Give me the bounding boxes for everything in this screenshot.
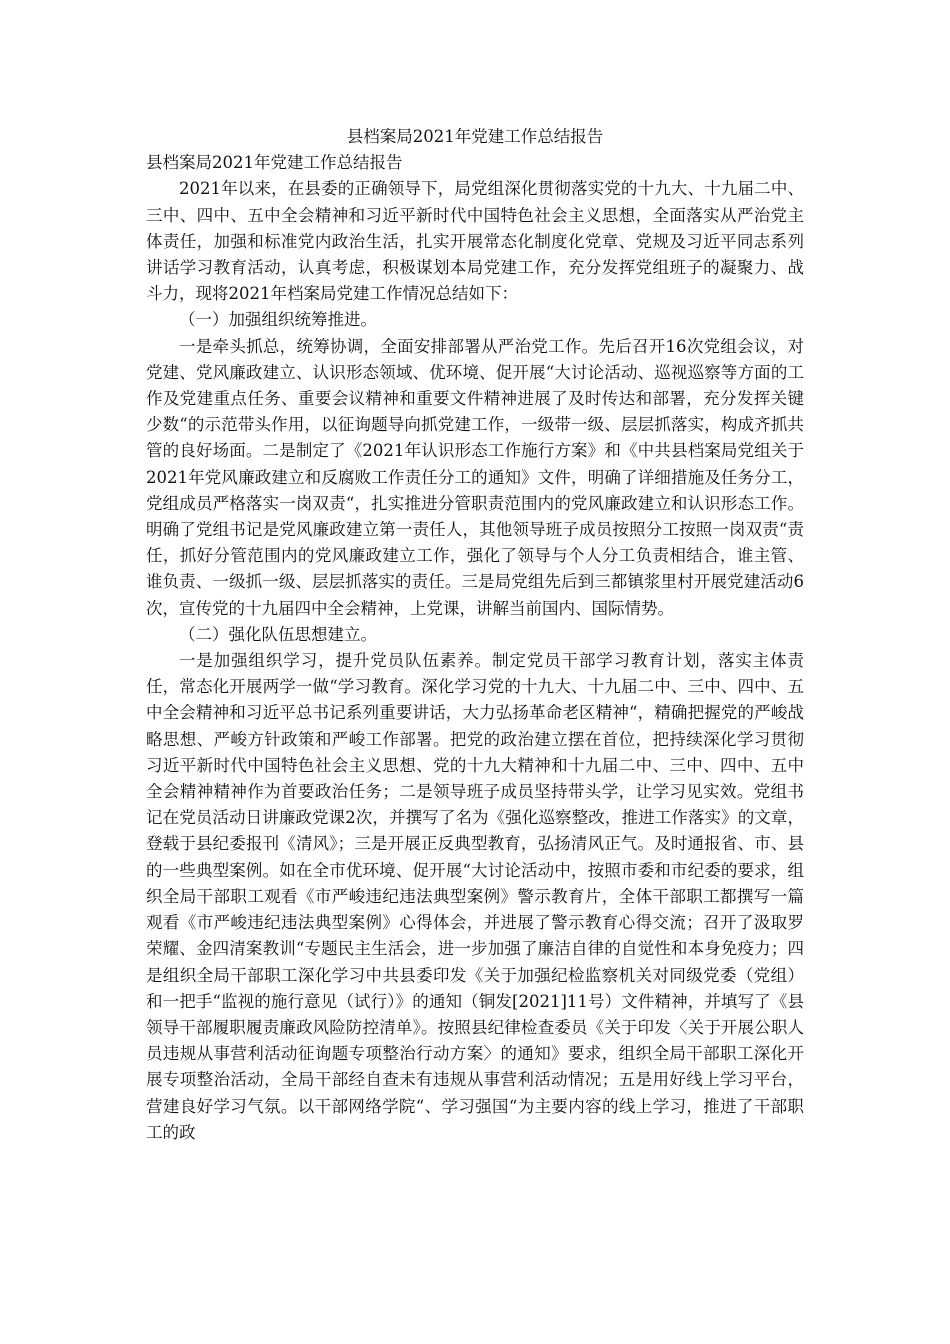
section-body-1: 一是牵头抓总，统筹协调，全面安排部署从严治党工作。先后召开16次党组会议，对党建、党风廉政建立、认识形态领域、优环境、促开展“大讨论活动、巡视巡察等方面的工作及党建重点任务、重要会议精神和重要文件精神进展了及时传达和部署，充分发挥关键少数“的示范带头作用，以征询题导向抓党建工作，一级带一级、层层抓落实，构成齐抓共管的良好场面。二是制定了《2021年认识形态工作施行方案》和《中共县档案局党组关于2021年党风廉政建立和反腐败工作责任分工的通知》文件，明确了详细措施及任务分工，党组成员严格落实一岗双责“，扎实推进分管职责范围内的党风廉政建立和认识形态工作。明确了党组书记是党风廉政建立第一责任人，其他领导班子成员按照分工按照一岗双责“责任，抓好分管范围内的党风廉政建立工作，强化了领导与个人分工负责相结合，谁主管、谁负责、一级抓一级、层层抓落实的责任。三是局党组先后到三都镇浆里村开展党建活动6次，宣传党的十九届四中全会精神，上党课，讲解当前国内、国际情势。	[146, 336, 804, 618]
section-heading-1: （一）加强组织统筹推进。	[179, 310, 377, 330]
document-title: 县档案局2021年党建工作总结报告	[346, 127, 604, 146]
section-body-2: 一是加强组织学习，提升党员队伍素养。制定党员干部学习教育计划，落实主体责任，常态化开展两学一做“学习教育。深化学习党的十九大、十九届二中、三中、四中、五中全会精神和习近平总书记系列重要讲话，大力弘扬革命老区精神“，精确把握党的严峻战略思想、严峻方针政策和严峻工作部署。把党的政治建立摆在首位，把持续深化学习贯彻习近平新时代中国特色社会主义思想、党的十九大精神和十九届二中、三中、四中、五中全会精神精神作为首要政治任务；二是领导班子成员坚持带头学，让学习见实效。党组书记在党员活动日讲廉政党课2次，并撰写了名为《强化巡察整改，推进工作落实》的文章，登载于县纪委报刊《清风》；三是开展正反典型教育，弘扬清风正气。及时通报省、市、县的一些典型案例。如在全市优环境、促开展“大讨论活动中，按照市委和市纪委的要求，组织全局干部职工观看《市严峻违纪违法典型案例》警示教育片，全体干部职工都撰写一篇观看《市严峻违纪违法典型案例》心得体会，并进展了警示教育心得交流；召开了汲取罗荣耀、金四清案教训“专题民主生活会，进一步加强了廉洁自律的自觉性和本身免疫力；四是组织全局干部职工深化学习中共县委印发《关于加强纪检监察机关对同级党委（党组）和一把手“监视的施行意见（试行）》的通知（铜发[2021]11号）文件精神，并填写了《县领导干部履职履责廉政风险防控清单》。按照县纪律检查委员《关于印发〈关于开展公职人员违规从事营利活动征询题专项整治行动方案〉的通知》要求，组织全局干部职工深化开展专项整治活动，全局干部经自查未有违规从事营利活动情况；五是用好线上学习平台，营建良好学习气氛。以干部网络学院“、学习强国“为主要内容的线上学习，推进了干部职工的政	[146, 651, 804, 1142]
section-heading-2: （二）强化队伍思想建立。	[179, 624, 377, 644]
intro-paragraph: 2021年以来，在县委的正确领导下，局党组深化贯彻落实党的十九大、十九届二中、三中、四中、五中全会精神和习近平新时代中国特色社会主义思想，全面落实从严治党主体责任，加强和标准党内政治生活，扎实开展常态化制度化党章、党规及习近平同志系列讲话学习教育活动，认真考虑，积极谋划本局党建工作，充分发挥党组班子的凝聚力、战斗力，现将2021年档案局党建工作情况总结如下：	[146, 179, 804, 304]
document-subtitle: 县档案局2021年党建工作总结报告	[146, 153, 403, 173]
document-page	[146, 124, 804, 1146]
